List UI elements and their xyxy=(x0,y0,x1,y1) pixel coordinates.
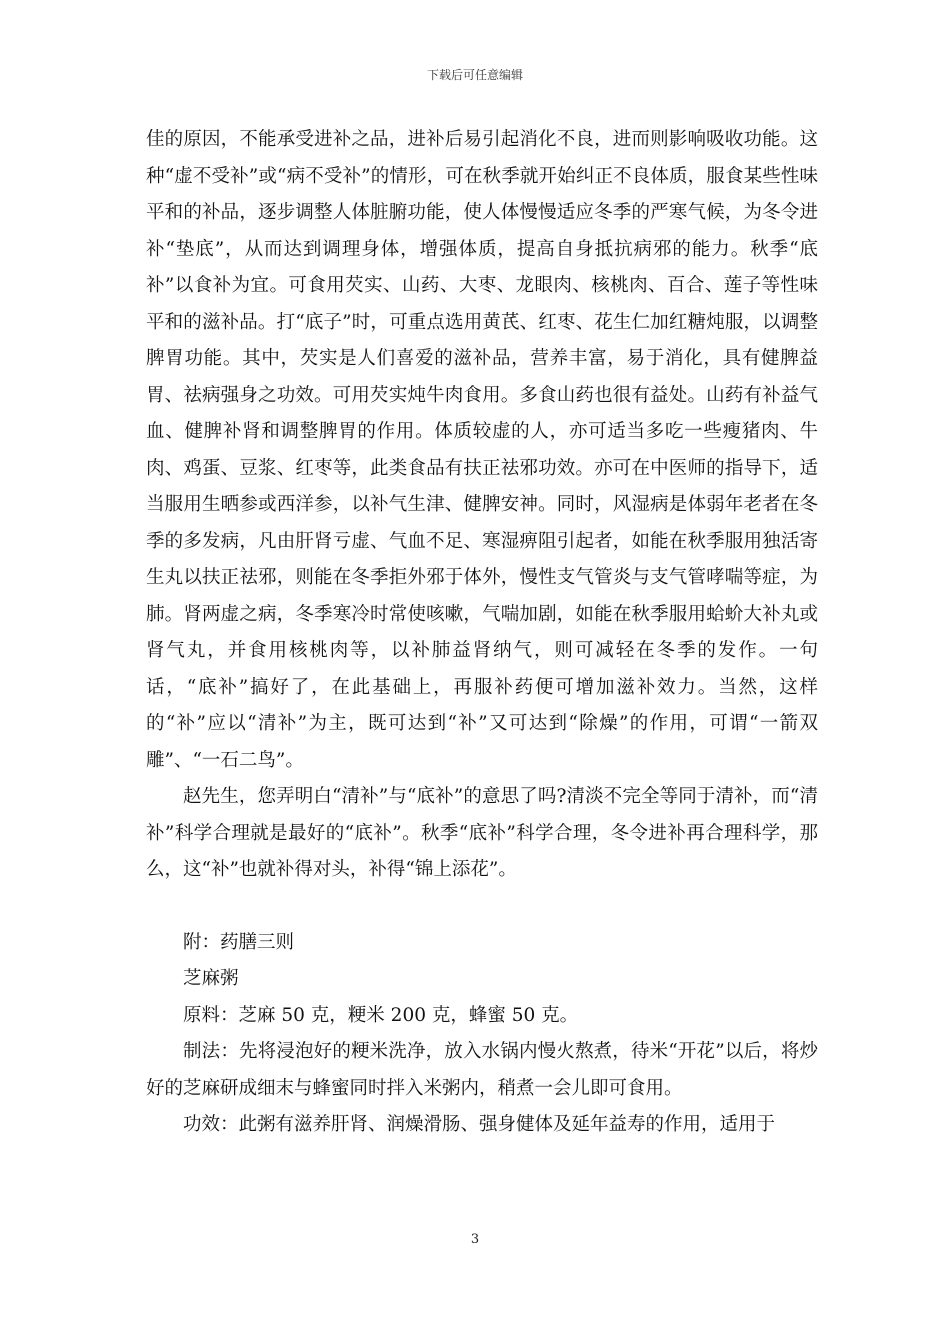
recipe-method: 制法：先将浸泡好的粳米洗净，放入水锅内慢火熬煮，待米“开花”以后，将炒好的芝麻研成细末与蜂蜜同时拌入米粥内，稍煮一会儿即可食用。 xyxy=(146,1041,818,1099)
recipe-ingredients: 原料：芝麻 50 克，粳米 200 克，蜂蜜 50 克。 xyxy=(183,1004,579,1026)
recipe-effect: 功效：此粥有滋养肝肾、润燥滑肠、强身健体及延年益寿的作用，适用于 xyxy=(183,1114,776,1135)
paragraph-continuation: 佳的原因，不能承受进补之品，进补后易引起消化不良，进而则影响吸收功能。这种“虚不受补”或“病不受补”的情形，可在秋季就开始纠正不良体质，服食某些性味平和的补品，逐步调整人体脏腑功能，使人体慢慢适应冬季的严寒气候，为冬令进补“垫底”，从而达到调理身体，增强体质，提高自身抵抗病邪的能力。秋季“底补”以食补为宜。可食用芡实、山药、大枣、龙眼肉、核桃肉、百合、莲子等性味平和的滋补品。打“底子”时，可重点选用黄芪、红枣、花生仁加红糖炖服，以调整脾胃功能。其中，芡实是人们喜爱的滋补品，营养丰富，易于消化，具有健脾益胃、祛病强身之功效。可用芡实炖牛肉食用。多食山药也很有益处。山药有补益气血、健脾补肾和调整脾胃的作用。体质较虚的人，亦可适当多吃一些瘦猪肉、牛肉、鸡蛋、豆浆、红枣等，此类食品有扶正祛邪功效。亦可在中医师的指导下，适当服用生晒参或西洋参，以补气生津、健脾安神。同时，风湿病是体弱年老者在冬季的多发病，凡由肝肾亏虚、气血不足、寒湿痹阻引起者，如能在秋季服用独活寄生丸以扶正祛邪，则能在冬季拒外邪于体外，慢性支气管炎与支气管哮喘等症，为肺。肾两虚之病，冬季寒冷时常使咳嗽，气喘加剧，如能在秋季服用蛤蚧大补丸或肾气丸，并食用核桃肉等，以补肺益肾纳气，则可减轻在冬季的发作。一句话，“底补”搞好了，在此基础上，再服补药便可增加滋补效力。当然，这样的“补”应以“清补”为主，既可达到“补”又可达到“除燥”的作用，可谓“一箭双雕”、“一石二鸟”。 xyxy=(146,129,818,771)
recipe-name: 芝麻粥 xyxy=(183,968,239,989)
paragraph-conclusion: 赵先生，您弄明白“清补”与“底补”的意思了吗?清淡不完全等同于清补，而“清补”科学合理就是最好的“底补”。秋季“底补”科学合理，冬令进补再合理科学，那么，这“补”也就补得对头，补得“锦上添花”。 xyxy=(146,786,818,880)
document-body xyxy=(146,122,818,1144)
page-header: 下载后可任意编辑 xyxy=(426,68,523,82)
appendix-title: 附：药膳三则 xyxy=(183,931,295,953)
paragraph-gap xyxy=(146,889,818,925)
page-number: 3 xyxy=(470,1232,480,1247)
